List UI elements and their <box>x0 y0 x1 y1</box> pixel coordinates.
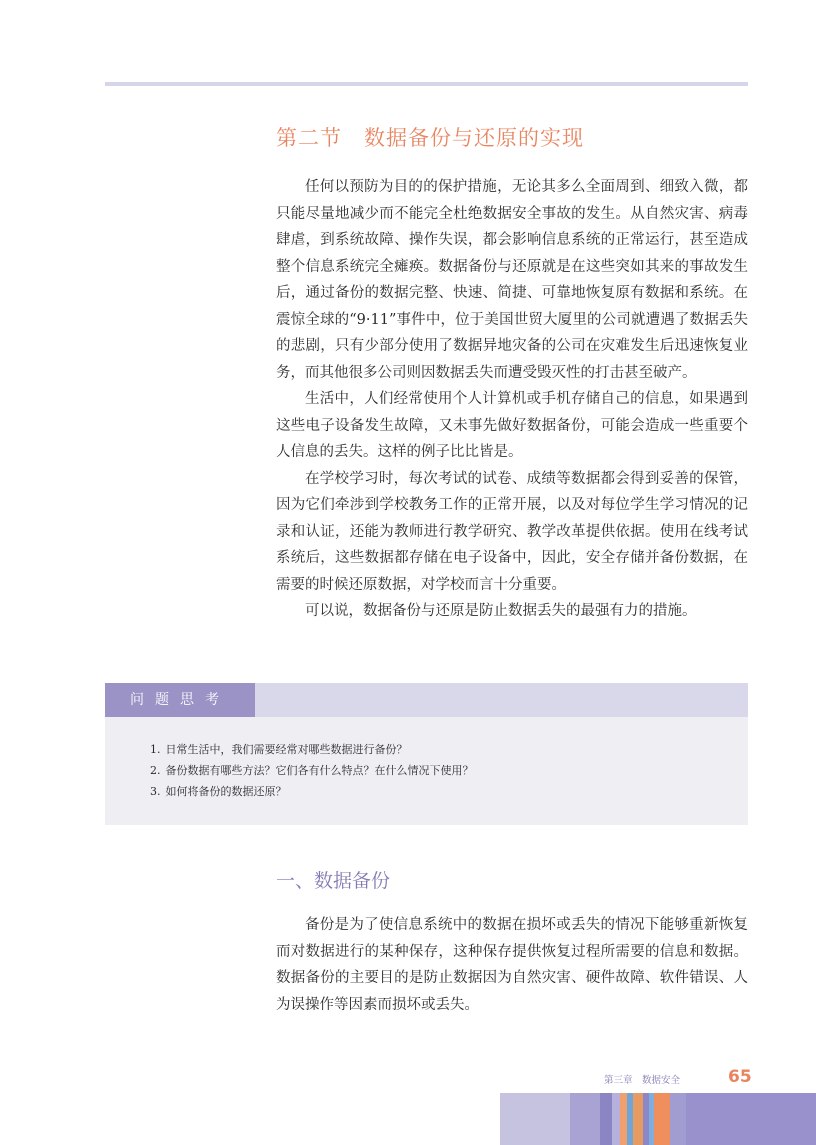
band-stripe <box>600 1093 612 1145</box>
band-stripe <box>612 1093 620 1145</box>
question-number: 1. <box>150 743 161 756</box>
footer-chapter-label: 第三章 数据安全 <box>604 1075 681 1086</box>
question-list <box>150 739 474 802</box>
paragraph: 在学校学习时，每次考试的试卷、成绩等数据都会得到妥善的保管，因为它们牵涉到学校教务工作的正常开展，以及对每位学生学习情况的记录和认证，还能为教师进行教学研究、教学改革提供依据。使用在线考试系统后，这些数据都存储在电子设备中，因此，安全存储并备份数据，在需要的时候还原数据，对学校而言十分重要。 <box>276 470 748 593</box>
question-text: 日常生活中，我们需要经常对哪些数据进行备份？ <box>165 743 408 756</box>
band-stripe <box>686 1093 816 1145</box>
section-body <box>276 174 748 625</box>
question-text: 备份数据有哪些方法？它们各有什么特点？在什么情况下使用？ <box>165 764 474 777</box>
question-number: 2. <box>150 764 161 777</box>
paragraph: 生活中，人们经常使用个人计算机或手机存储自己的信息，如果遇到这些电子设备发生故障，又未事先做好数据备份，可能会造成一些重要个人信息的丢失。这样的例子比比皆是。 <box>276 391 748 460</box>
question-box <box>105 683 748 825</box>
question-number: 3. <box>150 785 161 798</box>
paragraph: 任何以预防为目的的保护措施，无论其多么全面周到、细致入微，都只能尽量地减少而不能完全杜绝数据安全事故的发生。从自然灾害、病毒肆虐，到系统故障、操作失误，都会影响信息系统的正常运行，甚至造成整个信息系统完全瘫痪。数据备份与还原就是在这些突如其来的事故发生后，通过备份的数据完整、快速、简捷、可靠地恢复原有数据和系统。在震惊全球的“9·11”事件中，位于美国世贸大厦里的公司就遭遇了数据丢失的悲剧，只有少部分使用了数据异地灾备的公司在灾难发生后迅速恢复业务，而其他很多公司则因数据丢失而遭受毁灭性的打击甚至破产。 <box>276 179 748 381</box>
band-stripe <box>633 1093 643 1145</box>
question-item <box>150 781 474 802</box>
band-stripe <box>670 1093 686 1145</box>
question-item <box>150 760 474 781</box>
band-stripe <box>570 1093 600 1145</box>
question-header-bar <box>105 683 748 717</box>
top-rule <box>105 82 748 86</box>
subsection-body <box>276 912 748 1018</box>
paragraph: 备份是为了使信息系统中的数据在损坏或丢失的情况下能够重新恢复而对数据进行的某种保存，这种保存提供恢复过程所需要的信息和数据。数据备份的主要目的是防止数据因为自然灾害、硬件故障、软件错误、人为误操作等因素而损坏或丢失。 <box>276 917 748 1013</box>
question-item <box>150 739 474 760</box>
band-stripe <box>654 1093 670 1145</box>
question-header-label: 问题思考 <box>105 683 255 717</box>
subsection-title: 一、数据备份 <box>276 870 391 892</box>
question-text: 如何将备份的数据还原？ <box>165 785 287 798</box>
section-title: 第二节 数据备份与还原的实现 <box>276 126 584 150</box>
band-stripe <box>620 1093 627 1145</box>
paragraph: 可以说，数据备份与还原是防止数据丢失的最强有力的措施。 <box>305 603 697 619</box>
decorative-color-band <box>500 1093 816 1145</box>
band-stripe <box>500 1093 570 1145</box>
page-number: 65 <box>728 1067 752 1087</box>
